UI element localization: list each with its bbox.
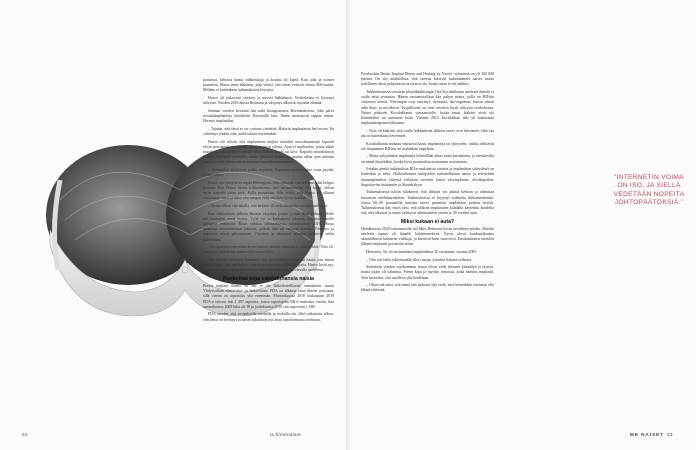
left-paragraph: Pian leikkauksen jälkeen Husson väsymys poistui ja hän alkoi laihtua. Tilalle tuli kuitenkin uusia oireita: Syljä nyt jo kurkukseni alkoivat aiheuttaa hänelle allergisia reaktioita. Rasat viikkoa leikkauksesta, tammikuussa 2019, Husso suhtautui sivuutettavaan jaksoon, jolloin hän sai erilaiset korvaa. Väsymys ja uupumus olivat pahentuneet. Väsymys ja ahmimat allergiat palasivat nelän palvelijaan. [203, 211, 334, 242]
right-paragraph: – Nois oli käärittä, että osalla leikkauksen jälkeen oireet ovat hävinneet, eikä osa ala on kuitenkaan lievenneet. [361, 128, 494, 139]
right-paragraph: Tuhkuniemessä toimivan plastiikkakirurgin Oya Kocabalkanin mielestä ilmiötä ei voida enää sivuuttaa. Hänen vastaanotollaan käy paljon naisia, joilla on BII:hin viittaavia oireita. Yleisimpiä ovat väsymys, ihottuma, iho-ongelmat, kuivat silmät sekä lihas- ja nivelkivut. Tyypillisesti on, ettei oireisiin löydy selitystä verikokeista. Naiset päätyvät Kocabalkanin vastaanotolle, koska muut lääkärit eivät ole kuunnelleet tai auttaneet heitä. Vuonna 2012 Kocabalkan teki yli kaksisataa implanttienpoistoleikkausta. [361, 90, 494, 126]
left-paragraph: FDA arvelee, että sosiaalisella medialla ja tiedoilla oin ollut vaikutusta siihen, että tietoa on levinnyt ja naiset uskaltavat nyt ottaa raportoimaan oireistaan. [203, 312, 334, 322]
left-page-column [203, 78, 334, 430]
page-gutter [346, 0, 350, 450]
left-paragraph: Husso otti yhteyttä kirurgiin Helsingissä, joka vakuutti, että leikkaus olisi helppo homma. Kun Husso heräsi leikkauksesta, heti ensimmäiseksi hän kysyi, olihan myös kapselit saatu pois. Kyllä poistettiin. Silti selitti, että Husso oli ollunut vastaanaan esiin, ja alkoi olut hengen enää edelleen hyvin kaikkia. [203, 180, 334, 201]
left-paragraph: – Tiesin silloin että aikalla, että tarkkee oli vielä alkaneita vuoroja matkattaa. [208, 204, 328, 208]
folio-magazine-name: ME NAISET [630, 432, 665, 437]
left-paragraph: Hän oli niin huonossa kunnossa, että Scutialläkäri ei ottanut häntä, jota ennen tahtoi hänen olisi mahdollista käydä pesukainosta sokasulappajia. Husso kiviä nyt, koska niin tajusi itse kykenemäisyysmä erioivana, vastaan olevalle uudelleen. [203, 258, 334, 273]
right-paragraph: Heinosen, 36, oli ensimmäiset implanttinsa 20 vuotiaana, vuonna 2005. [366, 250, 478, 255]
right-paragraph: Seitsemän vuoden myöhemmin rinnat olivat vielä ehtineet kiinnittyä ja täyttyä, mutta jotain oli valmiina. Pienet kipu ja myrsky rintoissa, jotka haettiin implantit. Tein kerrottiin, että asiallista yhä hoidetaan. [361, 265, 494, 280]
left-paragraph: – En pystynyt tekemään lasten kanssa mitään, minusta ei ollut äidiksi. Olin 22-vuotias ja ihmettelin, miten voisi tuntua tältä. [203, 245, 334, 255]
left-paragraph: Breast implant illness eli BII ei ole lääketieteellisesti tunnustettu, mutta Yhdysvaltain elintarvike- ja lääkevirasto FDA on alkanut ottaa ilmiön tosissaan, sillä oireita on raportoitu yhä enemmän. Marraskuussa 2018 laukaisuun 2019 FDA:n tietoon tuli 2 497 tapausta, joissa raportoitiin BII:n mukaisia oireita, kun tammikuussa 2008 luku oli 18 ja joulukuussa 2018 sitä raportoitu 1 080. [203, 284, 334, 309]
page-number-right: 23 [667, 432, 673, 437]
left-paragraph: portaissa, kehossa tuntui sähköiskuja ja kouluu oli kipeä. Kun jalat ja sormet puutuivat, Husso meni lääkäriin, joka viitasi, että oireet voisivat viitata MS-tautiin. Miltään ei kuitenkaan tutkimuksissa löytynyt. [203, 78, 334, 93]
right-paragraph: – Olin tosi laiha eikä minulla ollut rintoja, jotenkin halusin sellaiset. [366, 257, 472, 262]
right-paragraph: Facebookin Breast Implant Illness and Healing by Nicole -ryhmässä on yli 100 000 jäsentä. On siis mahdollista, että oireista kärsivät sadattuhannet naiset, mutta todellinen tietoa pohjustavaa arviota ei ole, koska asiaa ei ole tutkittu. [361, 72, 494, 87]
right-page-column-1 [361, 72, 494, 434]
right-paragraph: Kocabalkanin mukaan seuraavat kuusi implantteja on yhteyteen, vaikka selittävät ole riiapanneet BII:hin tai mahdaltaa ongelmia. [361, 141, 494, 151]
folio-url: is.fi/menaiset [270, 432, 302, 437]
right-paragraph: – Olisin mä natsi, että nämä tätä jatkuvat yhä vielä, ettei kenenkään tarvinnut olla lähteä tehtävää. [361, 283, 494, 293]
right-page-column-2 [504, 72, 603, 434]
right-subheading: Miksi kukaan ei auta? [400, 218, 455, 225]
right-paragraph: Joitakin pieniä tutkimuksia BII:n mukaisista oireista ja implanttien yhteydestä on kuitenkin jo tehty. Hollantilaisten tutkijoiden tarkastellutaan naisia ja selvitettiin rintaimplanttien yhteyttä erilaisiin oireisiin kuten väsymykseen, nivelkipuihin, lingoittaviin ihottumiin ja likaushälyyn. [361, 167, 494, 187]
left-paragraph: – Normaalisti poistetaan pelkät implantit. Kapselien poistoa tuleo osata pyytää, Husso sanoo. [203, 168, 334, 178]
left-paragraph: Samaan vuoden keväänä hän näki Instagramissa Ravenmaisesta, joka päivä riesintäimplantteja käsiteltiin. Ravenalla luki: Nämä meinasivat tappaa minut. Hiveasi implantiksi. [203, 108, 334, 124]
right-paragraph: Heinäkuussa 2020 vastaanotolle tuli Mira Heinosen hyvin tavallinen potilas. Meidän mielestä tapaus oli hänelle käänteentekevä. Kivut olivat kuukausikausia säännöllisesti kuluneen viikkoja, ja kiertivät kuin vuorovesi. Ensimmäisten oireiden jälkeen implantit poistettiin sitten. [361, 226, 494, 247]
pull-quote: ”INTERNETIN VOIMA ON ISO, JA SIELLÄ VEDETÄÄN NOPEITA JOHTOPÄÄTÖKSIÄ.” [613, 174, 685, 207]
left-paragraph: Husso oli jatkuvasti väsynyt ja uuvusi lääkäriinsä. Verikokeista ei löytynyt selitystä. Vuoden 2018 alussa Bosttuna ja väsymys alkoivat rajoittaa elämää. [203, 96, 334, 106]
left-paragraph: – Tajusin, että tässä se on: vastaus oireisiini. Halusin implanteista heti eroon. En välittänyt yhtään siitä, miltä tulisin näyttämään. [203, 126, 334, 136]
page-number-left: 22 [22, 432, 28, 437]
right-paragraph: Tutkimuksessa tultiin tulokseen, että silikoni voi päästä kehoon ja aiheuttaa kroonisen tulehdusreaktion. Tutkimuksessa ei löytynyt todisteita silikonimätäästä. Joissa 60–90 prosentilla naisista oireet paranivat implantien poiston myötä. Tutkimuksessa käy myös ilmi, että silikoni-implanttien kohdalla käytettiin kuudelta sitä, että alkoivat ja usein vaihtuvat aiheuttamien oireita jo 30 vuoden ajan. [361, 190, 494, 216]
left-paragraph: Husso otti selvää, että implantteen laajkei riasialiin mooslaisumaart lopuolit olivat poistaneet, sa muuten oireet voisivat johtua. Ajan ei arpiltaalen, joissa alkaa muodostua implantin ympärille kovi siinäin kotelo tai kovi. Kapselit muodostuvat kaikille implantit ottaneille, mutta joillakin arpikudos saattaa alkaa ajan mittaan kiristyä, mikä johtaa niin kutsuttuun kapselikutistumiseen. [203, 139, 334, 165]
right-paragraph: – Mutta nykyäänkin implanteja kehitellään aikaa uutta periaatteita, ja tarvittavilla on nämä ilmiöitäkin, koska hyvä ponnisaltaa nostamaan arvioimaan. [361, 154, 494, 164]
left-subheading: Koskettaa jopa satojatuhansia naisia [223, 276, 314, 282]
